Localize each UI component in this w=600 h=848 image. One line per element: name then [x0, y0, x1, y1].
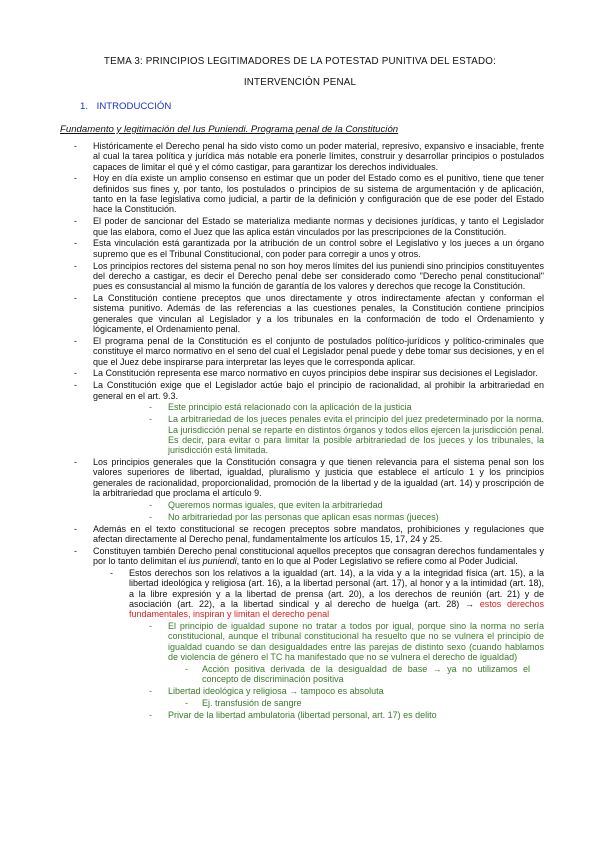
- highlight-text: estos derechos fundamentales, inspiran y limitan el derecho penal: [129, 598, 544, 620]
- list-item: - Hoy en día existe un amplio consenso en estimar que un poder del Estado como es el punitivo, tiene que tener definidos sus fines y, por tanto, los postulados o principios de su sistema de argumentación y de aplicación, tanto en la fase legislativa como judicial, a partir de la definición y configuración que de ese poder del Estado hace la Constitución.: [0, 173, 600, 214]
- note-item: - Este principio está relacionado con la aplicación de la justicia: [0, 402, 600, 412]
- note-item: - Acción positiva derivada de la desigualdad de base → ya no utilizamos el concepto de discriminación positiva: [0, 664, 600, 685]
- list-item: - La Constitución contiene preceptos que unos directamente y otros indirectamente afectan y conforman el sistema punitivo. Además de las referencias a las cuestiones penales, la Constitución contiene principios generales que vinculan al Legislador y a los tribunales en la conformación de todo el Ordenamiento y lógicamente, el Ordenamiento penal.: [0, 293, 600, 334]
- document-title-line-2: INTERVENCIÓN PENAL: [243, 77, 357, 88]
- item-text: Constituyen también Derecho penal constitucional aquellos preceptos que consagran derechos fundamentales y por lo tanto delimitan el: [93, 545, 544, 567]
- section-title: INTRODUCCIÓN: [96, 101, 172, 112]
- note-item: - No arbitrariedad por las personas que aplican esas normas (jueces): [0, 512, 600, 522]
- list-item: - Los principios rectores del sistema penal no son hoy meros límites del ius puniendi sino principios constituyentes del derecho a castigar, es decir el Derecho penal debe ser considerado como "Derecho penal constitucional" pues es consustancial al mismo la función de garantía de los valores y derechos que recoge la Constitución.: [0, 261, 600, 292]
- bullet-list: [0, 141, 600, 722]
- list-item: - El programa penal de la Constitución es el conjunto de postulados político-jurídicos y político-criminales que constituye el marco normativo en el seno del cual el Legislador penal puede y debe tomar sus decisiones, y en el que el Juez debe inspirarse para interpretar las leyes que le corresponda aplicar.: [0, 336, 600, 367]
- item-italic-text: ius puniendi: [188, 556, 237, 567]
- list-item: - Los principios generales que la Constitución consagra y que tienen relevancia para el sistema penal son los valores superiores de libertad, igualdad, pluralismo y justicia que establece el artículo 1 y los principios generales de racionalidad, proporcionalidad, promoción de la libertad y de la igualdad (art. 14) y proscripción de la arbitrariedad que proclama el artículo 9.: [0, 457, 600, 498]
- document-title-line-1: TEMA 3: PRINCIPIOS LEGITIMADORES DE LA POTESTAD PUNITIVA DEL ESTADO:: [103, 56, 497, 67]
- list-item: - El poder de sancionar del Estado se materializa mediante normas y decisiones jurídicas, y tanto el Legislador que las elabora, como el Juez que las aplica están vinculados por las prescripciones de la Constitución.: [0, 216, 600, 237]
- section-heading: [80, 101, 171, 112]
- list-item: - La Constitución exige que el Legislador actúe bajo el principio de racionalidad, al prohibir la arbitrariedad en general en el art. 9.3.: [0, 380, 600, 401]
- note-item: - Ej. transfusión de sangre: [0, 698, 600, 708]
- list-item: - Además en el texto constitucional se recogen preceptos sobre mandatos, prohibiciones y regulaciones que afectan directamente al Derecho penal, fundamentalmente los artículos 15, 17, 24 y 25.: [0, 524, 600, 545]
- note-item: - Libertad ideológica y religiosa → tampoco es absoluta: [0, 686, 600, 696]
- subheading: Fundamento y legitimación del Ius Puniendi. Programa penal de la Constitución: [60, 124, 399, 135]
- note-item: - La arbitrariedad de los jueces penales evita el principio del juez predeterminado por la norma. La jurisdicción penal se reparte en distintos órganos y todos ellos ejercen la jurisdicción penal. Es decir, para evitar o para limitar la posible arbitrariedad de los jueces y los tribunales, la jurisdicción está limitada.: [0, 414, 600, 455]
- item-text: Estos derechos son los relativos a la igualdad (art. 14), a la vida y a la integridad física (art. 15), a la libertad ideológica y religiosa (art. 16), a la libertad personal (art. 17), al honor y a la intimidad (art. 18), a la libre expresión y a la libertad de prensa (art. 20), a los derechos de reunión (art. 21) y de asociación (art. 22), a la libertad sindical y al derecho de huelga (art. 28) →: [129, 568, 544, 609]
- list-item: [0, 546, 600, 567]
- note-item: - Privar de la libertad ambulatoria (libertad personal, art. 17) es delito: [0, 710, 600, 720]
- item-text: , tanto en lo que al Poder Legislativo se refiere como al Poder Judicial.: [236, 556, 518, 567]
- note-item: - Queremos normas iguales, que eviten la arbitrariedad: [0, 500, 600, 510]
- list-item: - La Constitución representa ese marco normativo en cuyos principios debe inspirar sus decisiones el Legislador.: [0, 368, 600, 378]
- note-item: - El principio de igualdad supone no tratar a todos por igual, porque sino la norma no sería constitucional, aunque el tribunal constitucional ha resuelto que no se vulnera el principio de igualdad cuando se dan desigualdades entre las parejas de distinto sexo (cuando hablamos de violencia de género el TC ha manifestado que no se vulnera el derecho de igualdad): [0, 621, 600, 662]
- list-item: - Históricamente el Derecho penal ha sido visto como un poder material, represivo, expansivo e insaciable, frente al cual la tarea política y jurídica más notable era ponerle límites, construir y desarrollar principios o postulados capaces de limitar el qué y el cómo castigar, para garantizar los derechos individuales.: [0, 141, 600, 172]
- section-number: 1.: [80, 101, 89, 112]
- list-item: - Esta vinculación está garantizada por la atribución de un control sobre el Legislativo y los jueces a un órgano supremo que es el Tribunal Constitucional, con poder para corregir a unos y otros.: [0, 238, 600, 259]
- sub-list-item: [0, 568, 600, 619]
